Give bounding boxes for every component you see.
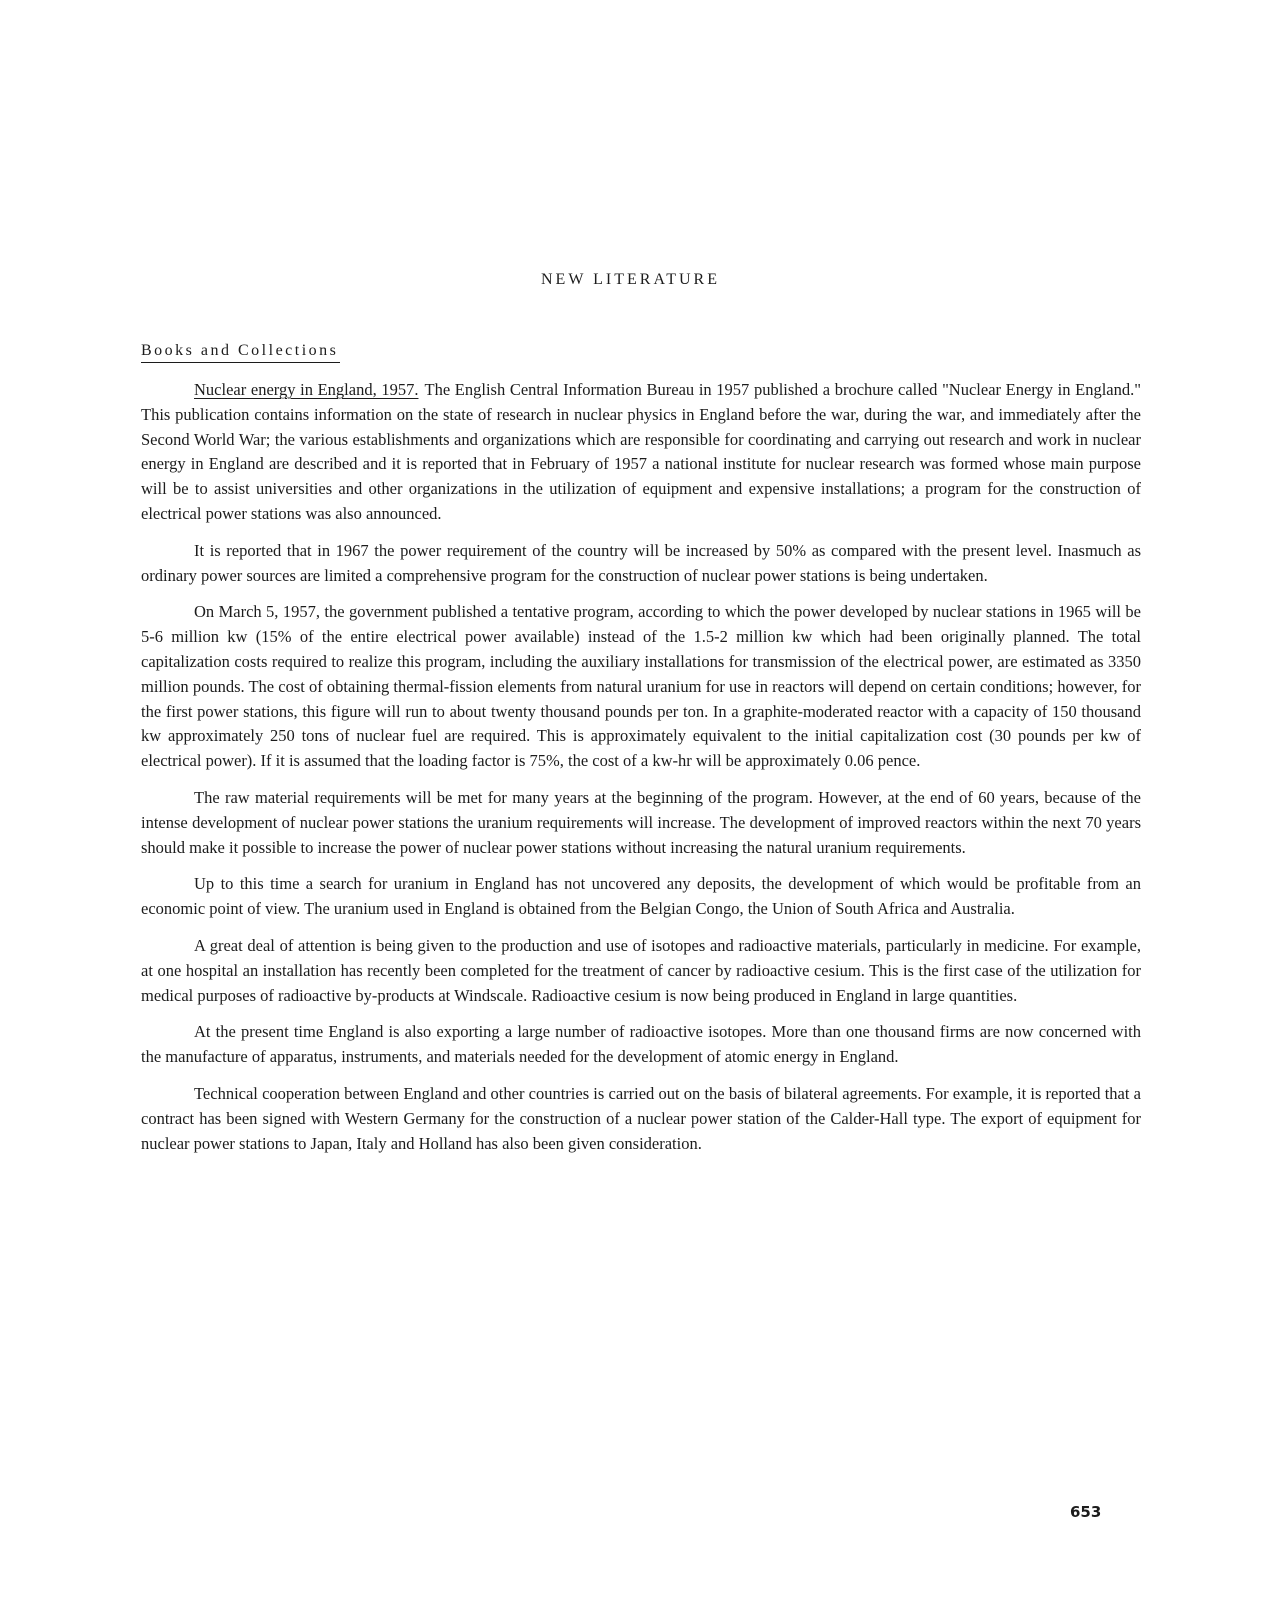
- paragraph-4: The raw material requirements will be met for many years at the beginning of the program. However, at the end of 60 years, because of the intense development of nuclear power stations the uranium requirements will increase. The development of improved reactors within the next 70 years should make it possible to increase the power of nuclear power stations without increasing the natural uranium requirements.: [141, 787, 1141, 857]
- paragraph-3: On March 5, 1957, the government published a tentative program, according to which the power developed by nuclear stations in 1965 will be 5-6 million kw (15% of the entire electrical power available) instead of the 1.5-2 million kw which had been originally planned. The total capitalization costs required to realize this program, including the auxiliary installations for transmission of the electrical power, are estimated as 3350 million pounds. The cost of obtaining thermal-fission elements from natural uranium for use in reactors will depend on certain conditions; however, for the first power stations, this figure will run to about twenty thousand pounds per ton. In a graphite-moderated reactor with a capacity of 150 thousand kw approximately 250 tons of nuclear fuel are required. This is approximately equivalent to the initial capitalization cost (30 pounds per kw of electrical power). If it is assumed that the loading factor is 75%, the cost of a kw-hr will be approximately 0.06 pence.: [141, 602, 1141, 771]
- paragraph-5: Up to this time a search for uranium in England has not uncovered any deposits, the development of which would be profitable from an economic point of view. The uranium used in England is obtained from the Belgian Congo, the Union of South Africa and Australia.: [141, 874, 1141, 919]
- paragraph-1-text: The English Central Information Bureau in 1957 published a brochure called "Nuclear Energy in England." This publication contains information on the state of research in nuclear physics in England before the war, during the war, and immediately after the Second World War; the various establishments and organizations which are responsible for coordinating and carrying out research and work in nuclear energy in England are described and it is reported that in February of 1957 a national institute for nuclear research was formed whose main purpose will be to assist universities and other organizations in the utilization of equipment and expensive installations; a program for the construction of electrical power stations was also announced.: [141, 380, 1141, 523]
- section-heading: Books and Collections: [141, 341, 340, 363]
- page-number: 653: [1070, 1503, 1102, 1521]
- article-title: Nuclear energy in England, 1957.: [194, 380, 419, 399]
- paragraph-1: [141, 378, 1141, 527]
- paragraph-8: Technical cooperation between England and other countries is carried out on the basis of bilateral agreements. For example, it is reported that a contract has been signed with Western Germany for the construction of a nuclear power station of the Calder-Hall type. The export of equipment for nuclear power stations to Japan, Italy and Holland has also been given consideration.: [141, 1083, 1141, 1153]
- paragraph-6: A great deal of attention is being given to the production and use of isotopes and radioactive materials, particularly in medicine. For example, at one hospital an installation has recently been completed for the treatment of cancer by radioactive cesium. This is the first case of the utilization for medical purposes of radioactive by-products at Windscale. Radioactive cesium is now being produced in England in large quantities.: [141, 935, 1141, 1005]
- page-title: NEW LITERATURE: [540, 271, 720, 288]
- paragraph-7: At the present time England is also exporting a large number of radioactive isotopes. More than one thousand firms are now concerned with the manufacture of apparatus, instruments, and materials needed for the development of atomic energy in England.: [141, 1022, 1141, 1067]
- article-body: [141, 378, 1141, 1168]
- paragraph-2: It is reported that in 1967 the power requirement of the country will be increased by 50% as compared with the present level. Inasmuch as ordinary power sources are limited a comprehensive program for the construction of nuclear power stations is being undertaken.: [141, 540, 1141, 585]
